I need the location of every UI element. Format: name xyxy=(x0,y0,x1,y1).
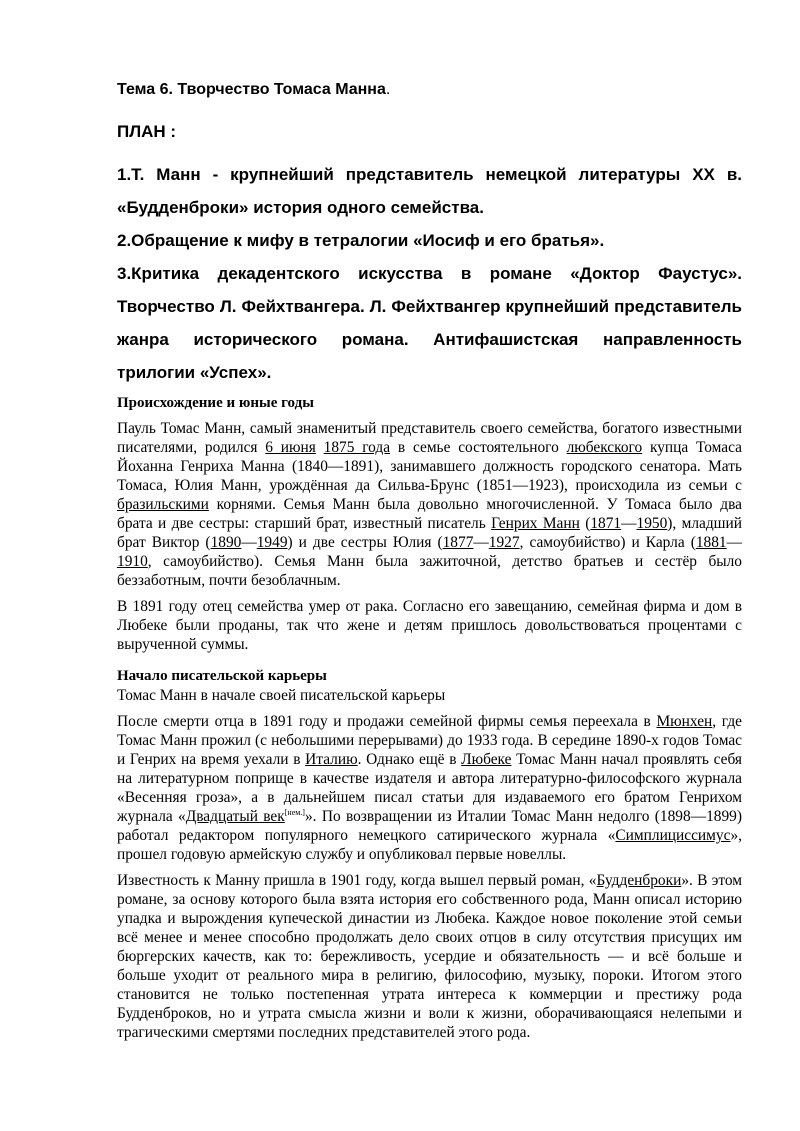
image-caption: Томас Манн в начале своей писательской карьеры xyxy=(117,687,446,704)
link-buddenbrooks[interactable]: Будденброки xyxy=(596,872,682,889)
paragraph-origin: Пауль Томас Манн, самый знаменитый представитель своего семейства, богатого известными писателями, родился 6 июня 1875 года в семье состоятельного любекского купца Томаса Йоханна Генриха Манна (1840—1891), занимавшего должность городского сенатора. Мать Томаса, Юлия Манн, урождённая да Сильва-Брунс (1851—1923), происходила из семьи с бразильскими корнями. Семья Манн была довольно многочисленной. У Томаса было два брата и две сестры: старший брат, известный писатель Генрих Манн (1871—1950), младший брат Виктор (1890—1949) и две сестры Юлия (1877—1927, самоубийство) и Карла (1881—1910, самоубийство). Семья Манн была зажиточной, детство братьев и сестёр было беззаботным, почти безоблачным. xyxy=(117,420,743,589)
link-year-1877[interactable]: 1877 xyxy=(442,534,474,551)
link-year-1949[interactable]: 1949 xyxy=(256,534,288,551)
link-heinrich-mann[interactable]: Генрих Манн xyxy=(491,515,580,532)
link-brazilian[interactable]: бразильскими xyxy=(117,496,209,513)
document-page xyxy=(117,72,742,1049)
link-birth-year[interactable]: 1875 года xyxy=(323,439,391,456)
topic-text: Тема 6. Творчество Томаса Манна xyxy=(117,81,386,98)
plan-item-1: 1.Т. Манн - крупнейший представитель немецкой литературы XX в. «Будденброки» история одного семейства. xyxy=(117,165,742,217)
paragraph-buddenbrooks: Известность к Манну пришла в 1901 году, когда вышел первый роман, «Будденброки». В этом романе, за основу которого была взята история его собственного рода, Манн описал историю упадка и вырождения купеческой династии из Любека. Каждое новое поколение этой семьи всё менее и менее способно продолжать дело своих отцов в силу отсутствия присущих им бюргерских качеств, как то: бережливость, усердие и обязательность — и всё больше и больше уходит от реального мира в религию, философию, музыку, пороки. Итогом этого становится не только постепенная утрата интереса к коммерции и престижу рода Будденброков, но и утрата смысла жизни и воли к жизни, оборачивающаяся нелепыми и трагическими смертями последних представителей этого рода. xyxy=(117,872,742,1041)
link-birth-date[interactable]: 6 июня xyxy=(265,439,316,456)
plan-title: ПЛАН : xyxy=(117,122,177,141)
link-year-1950[interactable]: 1950 xyxy=(636,515,668,532)
link-year-1927[interactable]: 1927 xyxy=(488,534,520,551)
link-year-1871[interactable]: 1871 xyxy=(590,515,622,532)
link-munich[interactable]: Мюнхен xyxy=(656,713,713,730)
section-heading-origin: Происхождение и юные годы xyxy=(117,395,314,411)
link-simplicissimus[interactable]: Симплициссимус xyxy=(615,827,731,844)
link-german-note[interactable]: [нем.] xyxy=(284,807,305,817)
topic-title xyxy=(117,78,742,102)
section-heading-career: Начало писательской карьеры xyxy=(117,668,327,684)
plan-item-2: 2.Обращение к мифу в тетралогии «Иосиф и его братья». xyxy=(117,231,605,250)
plan-item-3: 3.Критика декадентского искусства в романе «Доктор Фаустус». Творчество Л. Фейхтвангера. Л. Фейхтвангер крупнейший представитель жанра исторического романа. Антифашистская направленность трилогии «Успех». xyxy=(117,264,742,382)
link-lubeck[interactable]: Любеке xyxy=(461,751,512,768)
link-twentieth-century[interactable]: Двадцатый век xyxy=(185,808,285,825)
link-year-1881[interactable]: 1881 xyxy=(695,534,727,551)
link-italy[interactable]: Италию xyxy=(305,751,358,768)
link-lubeck-adj[interactable]: любекского xyxy=(566,439,643,456)
topic-dot: . xyxy=(385,81,391,98)
paragraph-father-death: В 1891 году отец семейства умер от рака. Согласно его завещанию, семейная фирма и дом в Любеке были проданы, так что жене и детям пришлось довольствоваться процентами с вырученной суммы. xyxy=(117,598,742,653)
link-year-1910[interactable]: 1910 xyxy=(117,553,148,570)
paragraph-career: После смерти отца в 1891 году и продажи семейной фирмы семья переехала в Мюнхен, где Томас Манн прожил (с небольшими перерывами) до 1933 года. В середине 1890-х годов Томас и Генрих на время уехали в Италию. Однако ещё в Любеке Томас Манн начал проявлять себя на литературном поприще в качестве издателя и автора литературно-философского журнала «Весенняя гроза», а в дальнейшем писал статьи для издаваемого его братом Генрихом журнала «Двадцатый век[нем.]». По возвращении из Италии Томас Манн недолго (1898—1899) работал редактором популярного немецкого сатирического журнала «Симплициссимус», прошел годовую армейскую службу и опубликовал первые новеллы. xyxy=(117,713,742,863)
link-year-1890[interactable]: 1890 xyxy=(210,534,242,551)
